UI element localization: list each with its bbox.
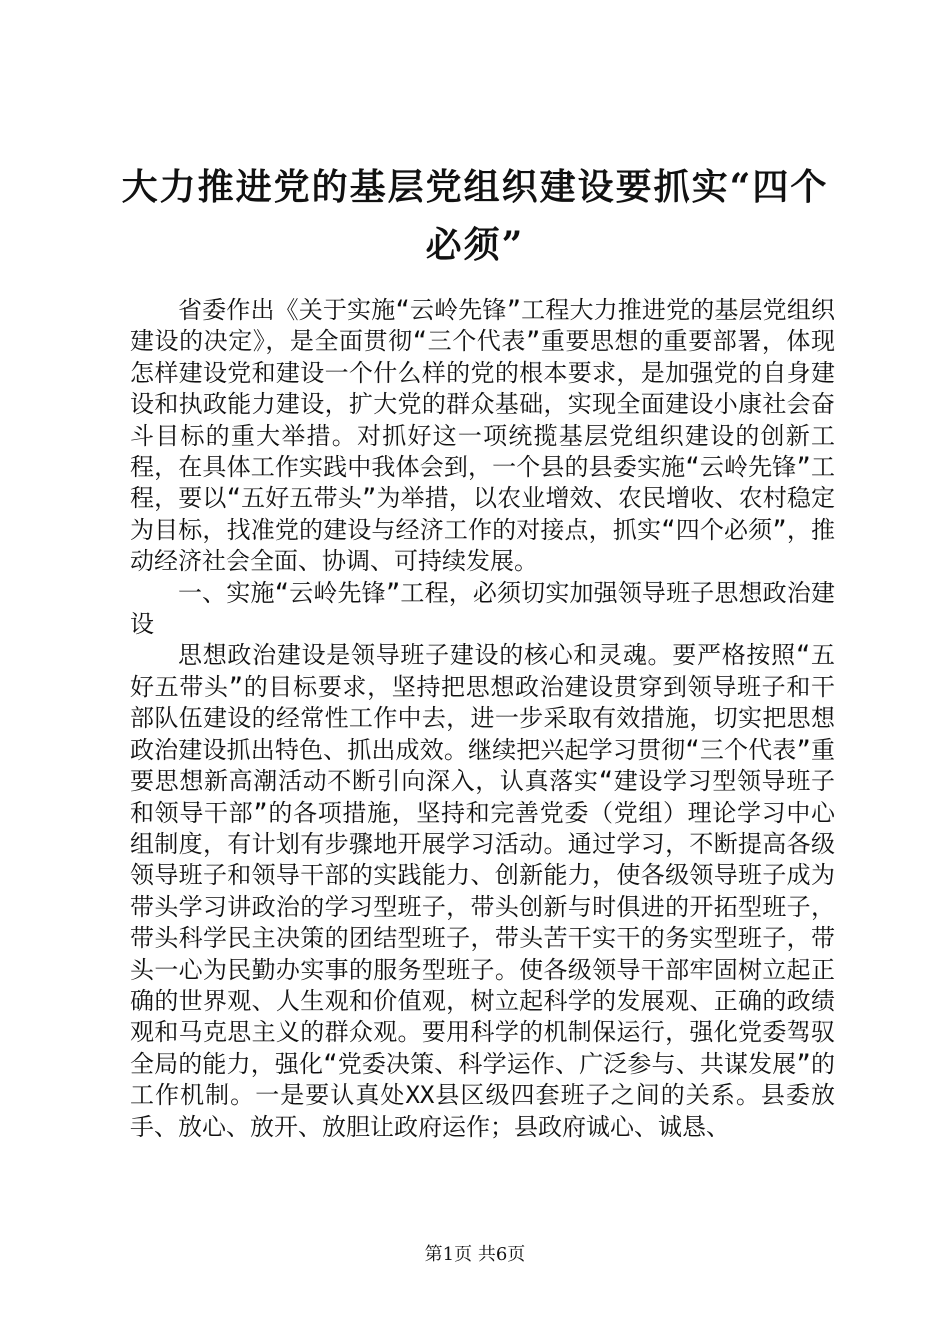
document-body [130, 295, 835, 1143]
paragraph-section-1: 思想政治建设是领导班子建设的核心和灵魂。要严格按照“五好五带头”的目标要求，坚持把思想政治建设贯穿到领导班子和干部队伍建设的经常性工作中去，进一步采取有效措施，切实把思想政治建设抓出特色、抓出成效。继续把兴起学习贯彻“三个代表”重要思想新高潮活动不断引向深入，认真落实“建设学习型领导班子和领导干部”的各项措施，坚持和完善党委（党组）理论学习中心组制度，有计划有步骤地开展学习活动。通过学习，不断提高各级领导班子和领导干部的实践能力、创新能力，使各级领导班子成为带头学习讲政治的学习型班子，带头创新与时俱进的开拓型班子，带头科学民主决策的团结型班子，带头苦干实干的务实型班子，带头一心为民勤办实事的服务型班子。使各级领导干部牢固树立起正确的世界观、人生观和价值观，树立起科学的发展观、正确的政绩观和马克思主义的群众观。要用科学的机制保运行，强化党委驾驭全局的能力，强化“党委决策、科学运作、广泛参与、共谋发展”的工作机制。一是要认真处XX县区级四套班子之间的关系。县委放手、放心、放开、放胆让政府运作；县政府诚心、诚恳、 [130, 641, 835, 1141]
paragraph-intro: 省委作出《关于实施“云岭先锋”工程大力推进党的基层党组织建设的决定》，是全面贯彻“三个代表”重要思想的重要部署，体现怎样建设党和建设一个什么样的党的根本要求，是加强党的自身建设和执政能力建设，扩大党的群众基础，实现全面建设小康社会奋斗目标的重大举措。对抓好这一项统揽基层党组织建设的创新工程，在具体工作实践中我体会到，一个县的县委实施“云岭先锋”工程，要以“五好五带头”为举措，以农业增效、农民增收、农村稳定为目标，找准党的建设与经济工作的对接点，抓实“四个必须”，推动经济社会全面、协调、可持续发展。 [130, 296, 835, 576]
document-title: 大力推进党的基层党组织建设要抓实“四个必须” [121, 166, 829, 266]
section-heading-1: 一、实施“云岭先锋”工程，必须切实加强领导班子思想政治建设 [130, 578, 835, 639]
page-number-footer: 第1页 共6页 [424, 1244, 526, 1265]
